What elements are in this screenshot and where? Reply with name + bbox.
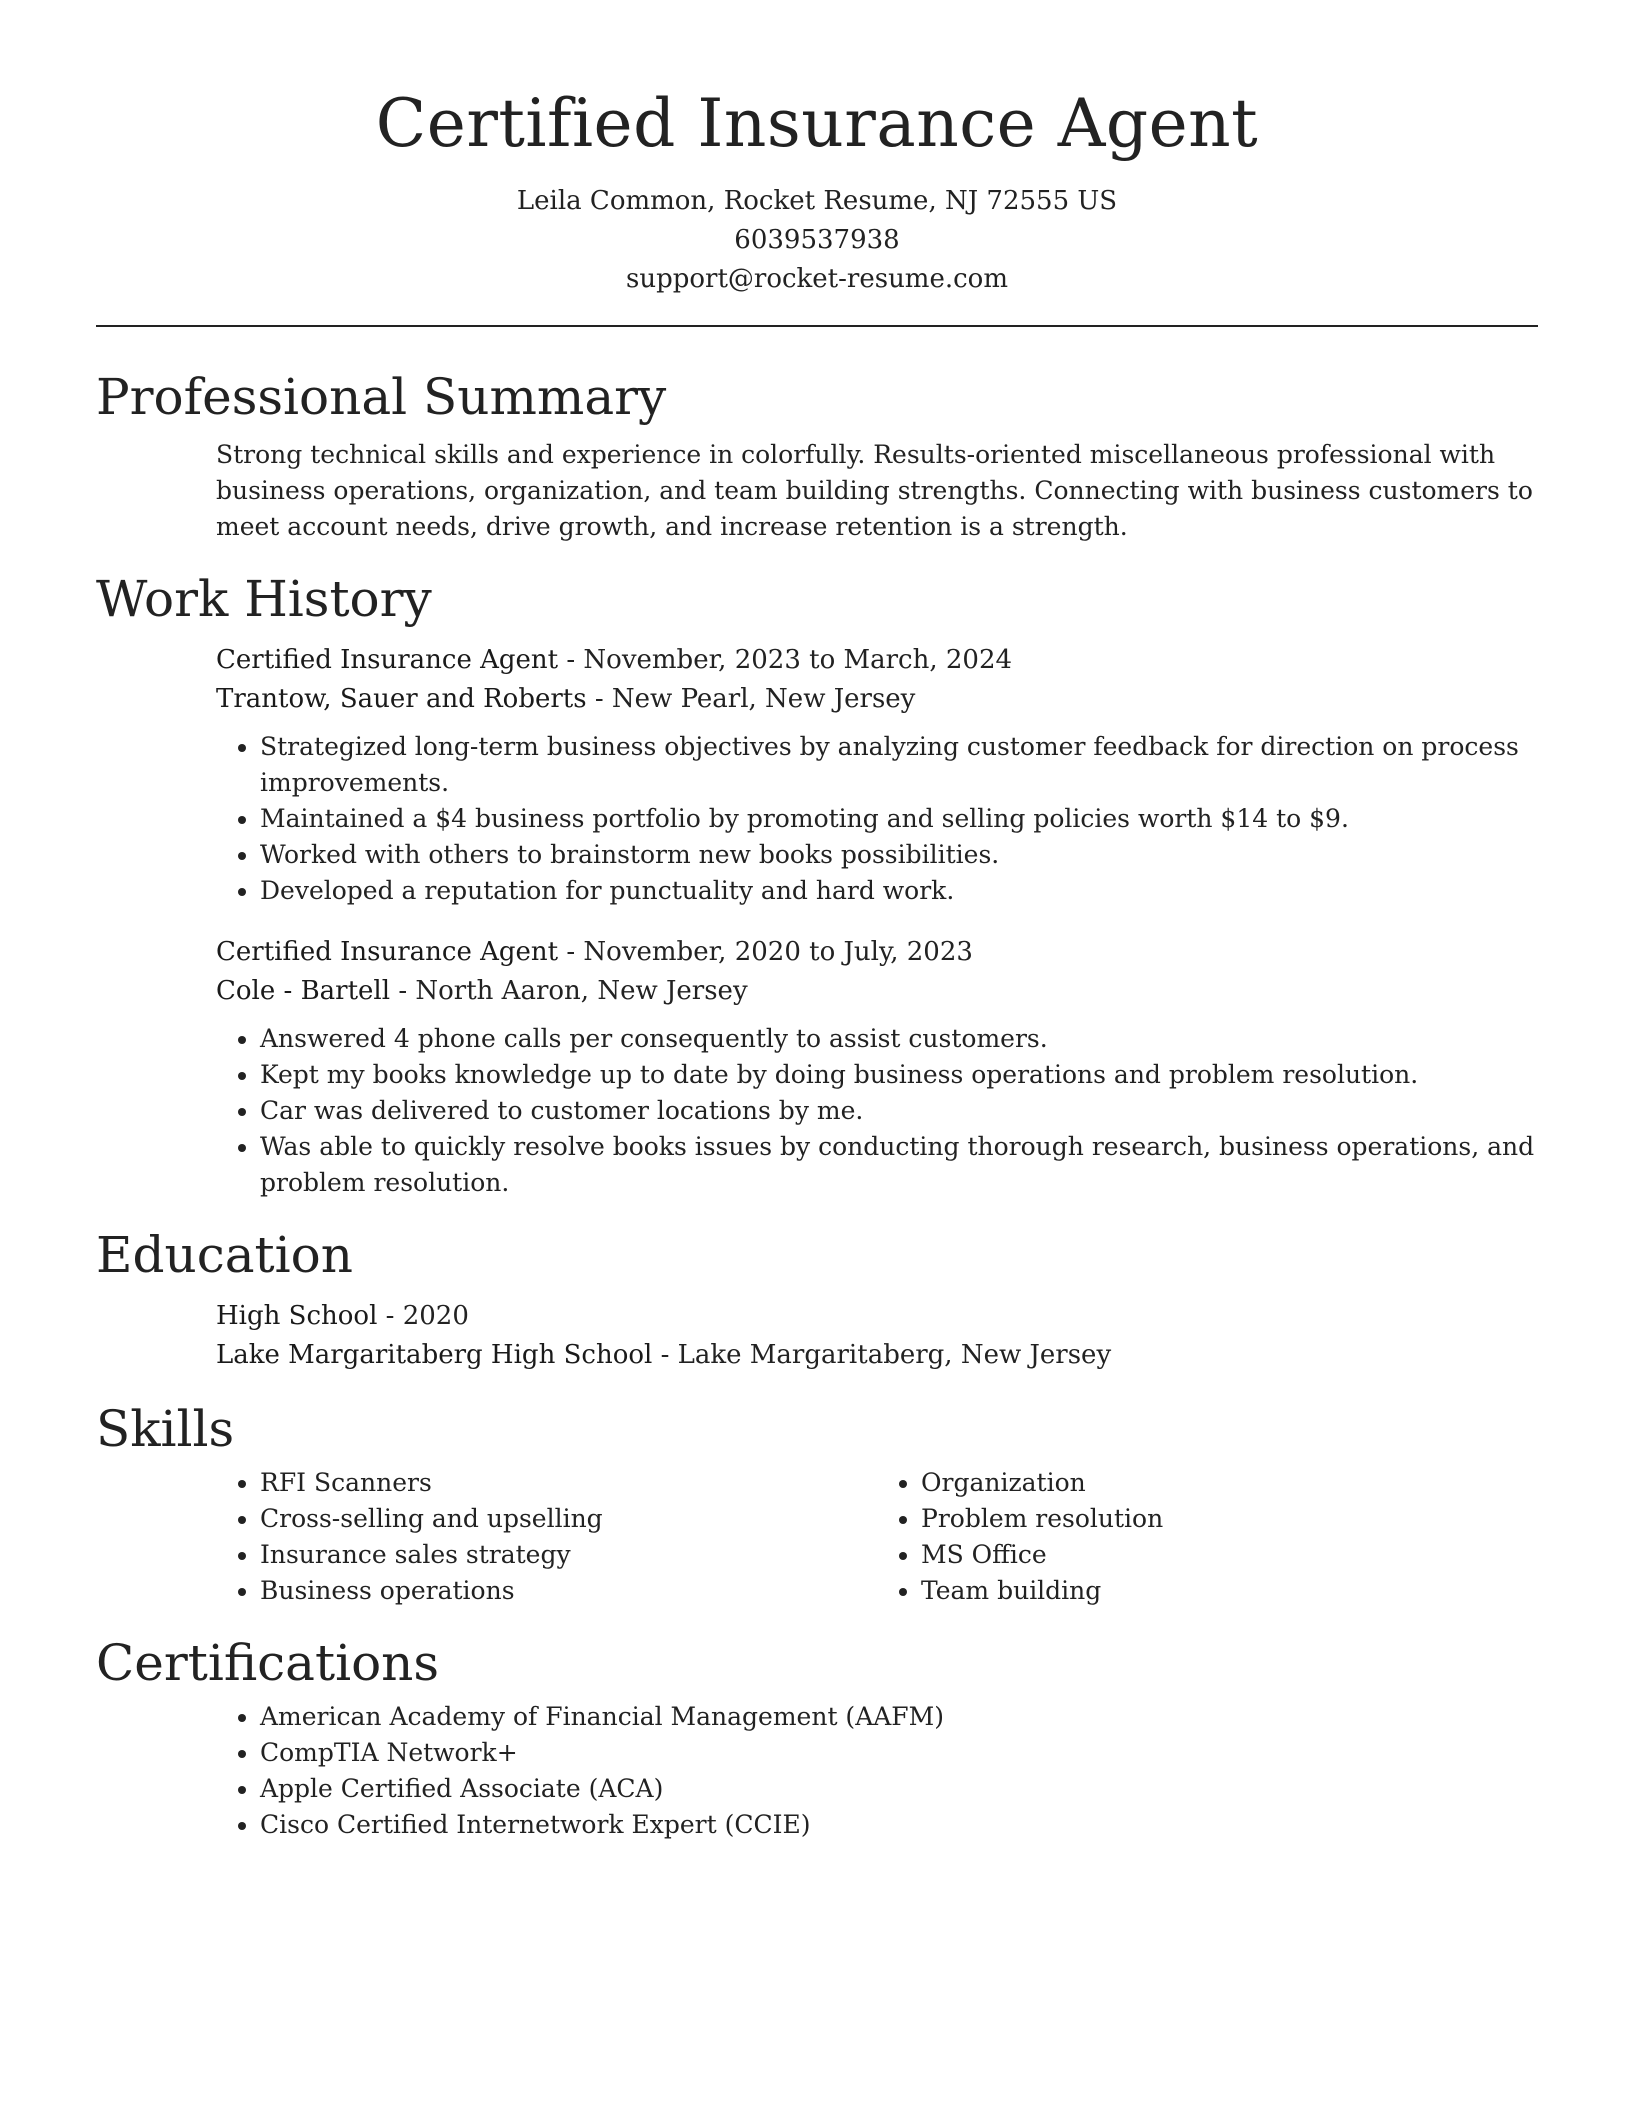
skill-item: • RFI Scanners bbox=[260, 1465, 877, 1501]
resume-header bbox=[96, 0, 1538, 299]
work-history-section bbox=[96, 569, 1538, 1201]
header-divider bbox=[96, 325, 1538, 327]
job-bullets bbox=[216, 1021, 1538, 1201]
certification-item: • CompTIA Network+ bbox=[260, 1735, 1538, 1771]
skill-item: • Organization bbox=[921, 1465, 1538, 1501]
work-history-heading: Work History bbox=[96, 570, 432, 628]
education-degree: High School bbox=[216, 1301, 378, 1331]
skill-item: • Problem resolution bbox=[921, 1501, 1538, 1537]
education-entry bbox=[216, 1297, 1538, 1375]
contact-address: Leila Common, Rocket Resume, NJ 72555 US bbox=[516, 186, 1118, 216]
list-item: • Answered 4 phone calls per consequently to assist customers. bbox=[260, 1021, 1538, 1057]
job-company-line bbox=[216, 680, 1538, 719]
skills-section bbox=[96, 1399, 1538, 1609]
job-title-line bbox=[216, 933, 1538, 972]
education-school-line bbox=[216, 1336, 1538, 1375]
education-degree-line bbox=[216, 1297, 1538, 1336]
skill-item: • Cross-selling and upselling bbox=[260, 1501, 877, 1537]
resume-page bbox=[96, 0, 1538, 1843]
job-dates: - November, 2020 to July, 2023 bbox=[558, 937, 973, 967]
certification-item: • American Academy of Financial Management (AAFM) bbox=[260, 1699, 1538, 1735]
contact-phone: 6039537938 bbox=[734, 225, 900, 255]
skills-list-right bbox=[877, 1465, 1538, 1609]
education-year: - 2020 bbox=[377, 1301, 469, 1331]
job-company: Trantow, Sauer and Roberts bbox=[216, 684, 587, 714]
job-company-line bbox=[216, 972, 1538, 1011]
list-item: • Car was delivered to customer locations by me. bbox=[260, 1093, 1538, 1129]
job-entry bbox=[216, 933, 1538, 1201]
skill-item: • Business operations bbox=[260, 1573, 877, 1609]
certifications-body bbox=[216, 1699, 1538, 1843]
job-dates: - November, 2023 to March, 2024 bbox=[558, 645, 1013, 675]
job-location: - North Aaron, New Jersey bbox=[390, 976, 748, 1006]
skill-item: • MS Office bbox=[921, 1537, 1538, 1573]
list-item: • Worked with others to brainstorm new books possibilities. bbox=[260, 837, 1538, 873]
job-location: - New Pearl, New Jersey bbox=[586, 684, 916, 714]
education-location: - Lake Margaritaberg, New Jersey bbox=[652, 1340, 1112, 1370]
certifications-heading: Certifications bbox=[96, 1634, 440, 1692]
list-item: • Strategized long-term business objectives by analyzing customer feedback for direction on process improvements. bbox=[260, 729, 1538, 801]
education-heading: Education bbox=[96, 1226, 353, 1284]
education-school: Lake Margaritaberg High School bbox=[216, 1340, 653, 1370]
contact-email: support@rocket-resume.com bbox=[625, 264, 1008, 294]
list-item: • Maintained a $4 business portfolio by promoting and selling policies worth $14 to $9. bbox=[260, 801, 1538, 837]
job-company: Cole - Bartell bbox=[216, 976, 391, 1006]
contact-info bbox=[96, 182, 1538, 299]
skills-list-left bbox=[216, 1465, 877, 1609]
list-item: • Was able to quickly resolve books issues by conducting thorough research, business operations, and problem resolution. bbox=[260, 1129, 1538, 1201]
job-bullets bbox=[216, 729, 1538, 909]
skills-heading: Skills bbox=[96, 1400, 235, 1458]
certifications-section bbox=[96, 1633, 1538, 1843]
job-title-line bbox=[216, 641, 1538, 680]
job-title: Certified Insurance Agent bbox=[216, 645, 559, 675]
certification-item: • Apple Certified Associate (ACA) bbox=[260, 1771, 1538, 1807]
job-entry bbox=[216, 641, 1538, 909]
skill-item: • Insurance sales strategy bbox=[260, 1537, 877, 1573]
list-item: • Kept my books knowledge up to date by doing business operations and problem resolution. bbox=[260, 1057, 1538, 1093]
list-item: • Developed a reputation for punctuality and hard work. bbox=[260, 873, 1538, 909]
resume-title: Certified Insurance Agent bbox=[375, 85, 1259, 162]
job-title: Certified Insurance Agent bbox=[216, 937, 559, 967]
education-section bbox=[96, 1225, 1538, 1375]
summary-body bbox=[216, 437, 1538, 545]
summary-section bbox=[96, 367, 1538, 545]
certifications-list bbox=[216, 1699, 1538, 1843]
skills-grid bbox=[216, 1459, 1538, 1609]
summary-text: Strong technical skills and experience in colorfully. Results-oriented miscellaneous professional with business operations, organization, and team building strengths. Connecting with business customers to meet account needs, drive growth, and increase retention is a strength. bbox=[216, 440, 1533, 541]
certification-item: • Cisco Certified Internetwork Expert (CCIE) bbox=[260, 1807, 1538, 1843]
skill-item: • Team building bbox=[921, 1573, 1538, 1609]
summary-heading: Professional Summary bbox=[96, 368, 667, 426]
